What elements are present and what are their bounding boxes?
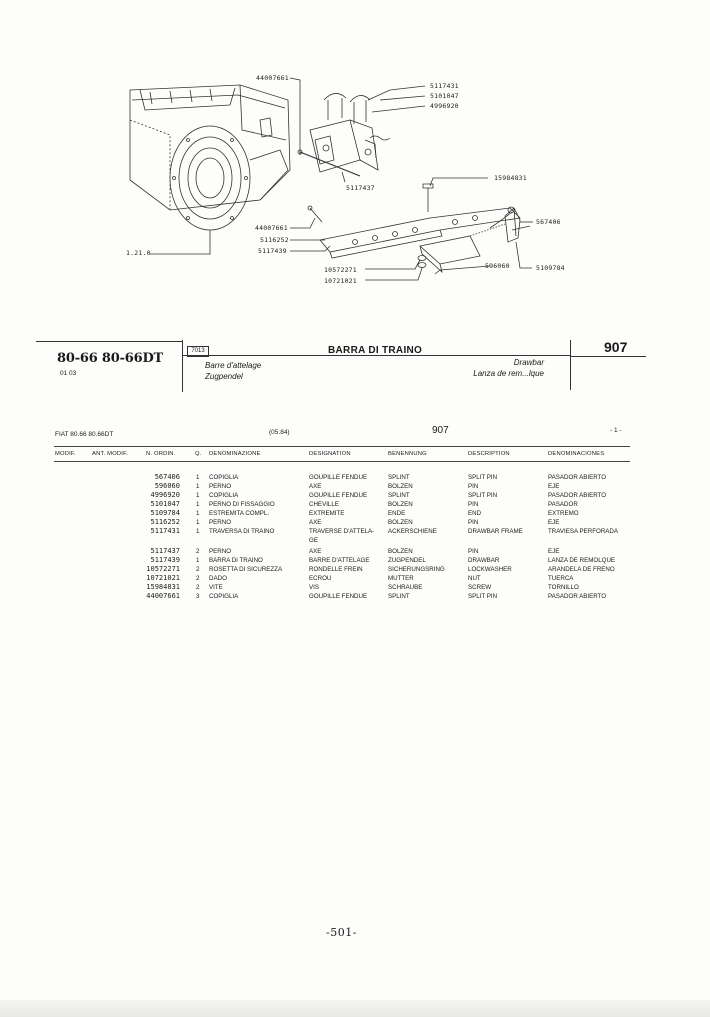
part-name-fr: EXTREMITE — [309, 510, 345, 517]
part-name-fr: AXE — [309, 548, 322, 555]
part-name-en: PIN — [468, 519, 479, 526]
part-qty: 3 — [196, 593, 200, 600]
table-row — [0, 518, 710, 527]
part-name-de: BOLZEN — [388, 483, 413, 490]
part-number: 5109784 — [150, 509, 180, 517]
part-name-en: LOCKWASHER — [468, 566, 512, 573]
header-rule-top — [54, 446, 630, 447]
title-divider-1 — [182, 340, 183, 392]
part-name-de: MUTTER — [388, 575, 414, 582]
callout-44007661-low: 44007661 — [255, 224, 288, 232]
callout-4996920: 4996920 — [430, 102, 459, 110]
table-row — [0, 500, 710, 509]
part-name-en: SPLIT PIN — [468, 492, 498, 499]
part-name-fr: CHEVILLE — [309, 501, 339, 508]
table-row — [0, 547, 710, 556]
part-name-es: EXTREMO — [548, 510, 579, 517]
part-number: 5117431 — [150, 527, 180, 535]
part-qty: 2 — [196, 566, 200, 573]
col-denominazione: DENOMINAZIONE — [209, 451, 261, 457]
exploded-diagram — [110, 60, 610, 300]
part-name-de: SICHERUNGSRING — [388, 566, 445, 573]
part-name-de: BOLZEN — [388, 519, 413, 526]
table-row — [0, 565, 710, 574]
col-denominaciones: DENOMINACIONES — [548, 451, 605, 457]
group-code-box: 7013 — [187, 346, 209, 357]
part-name-fr: BARRE D'ATTELAGE — [309, 557, 370, 564]
part-number: 15984831 — [146, 583, 180, 591]
part-name-it: ROSETTA DI SICUREZZA — [209, 566, 283, 573]
callout-10572271: 10572271 — [324, 266, 357, 274]
part-number: 567406 — [154, 473, 180, 481]
list-page-marker: - 1 - — [610, 427, 622, 434]
col-benennung: BENENNUNG — [388, 451, 427, 457]
part-qty: 1 — [196, 483, 200, 490]
part-number: 5101047 — [150, 500, 180, 508]
table-number: 907 — [604, 339, 628, 355]
table-row — [0, 491, 710, 500]
part-name-it: BARRA DI TRAINO — [209, 557, 263, 564]
part-name-en: DRAWBAR FRAME — [468, 528, 523, 535]
title-german: Zugpendel — [205, 372, 243, 381]
col-q: Q. — [195, 451, 202, 457]
col-modif: MODIF. — [55, 451, 76, 457]
part-number: 10572271 — [146, 565, 180, 573]
part-name-it: PERNO — [209, 483, 232, 490]
part-name-it: PERNO DI FISSAGGIO — [209, 501, 275, 508]
part-qty: 2 — [196, 575, 200, 582]
part-name-fr: VIS — [309, 584, 319, 591]
part-qty: 1 — [196, 474, 200, 481]
part-name-es: EJE — [548, 483, 560, 490]
header-rule-bottom — [54, 461, 630, 462]
part-name-fr: AXE — [309, 519, 322, 526]
table-row — [0, 556, 710, 565]
part-number: 5116252 — [150, 518, 180, 526]
part-name-fr: AXE — [309, 483, 322, 490]
part-number: 5117439 — [150, 556, 180, 564]
col-ant-modif: ANT. MODIF. — [92, 451, 129, 457]
part-name-it: COPIGLIA — [209, 492, 239, 499]
part-name-es: TUERCA — [548, 575, 574, 582]
part-number: 5117437 — [150, 547, 180, 555]
part-name-en: DRAWBAR — [468, 557, 500, 564]
part-name-it: VITE — [209, 584, 223, 591]
part-name-de: ACKERSCHIENE — [388, 528, 437, 535]
part-name-fr: GE — [309, 537, 318, 544]
callout-5117439: 5117439 — [258, 247, 287, 255]
list-date: (05.84) — [269, 429, 290, 436]
callout-596060: 596060 — [485, 262, 510, 270]
scan-edge — [0, 1000, 710, 1017]
part-number: 44007661 — [146, 592, 180, 600]
title-divider-2 — [570, 340, 571, 390]
part-name-en: END — [468, 510, 482, 517]
col-description: DESCRIPTION — [468, 451, 510, 457]
part-name-de: BOLZEN — [388, 548, 413, 555]
title-italian: BARRA DI TRAINO — [328, 345, 423, 356]
part-qty: 1 — [196, 510, 200, 517]
part-qty: 1 — [196, 492, 200, 499]
part-name-en: PIN — [468, 483, 479, 490]
drawbar-illustration — [110, 60, 610, 300]
part-name-es: PASADOR ABIERTO — [548, 593, 607, 600]
part-number: 4996920 — [150, 491, 180, 499]
part-name-en: SPLIT PIN — [468, 593, 498, 600]
table-row — [0, 473, 710, 482]
part-name-es: PASADOR — [548, 501, 578, 508]
part-name-de: SPLINT — [388, 593, 410, 600]
part-qty: 1 — [196, 519, 200, 526]
callout-5117431: 5117431 — [430, 82, 459, 90]
title-rule-right — [570, 356, 646, 357]
part-number: 596060 — [154, 482, 180, 490]
model-code: 01 03 — [60, 370, 77, 377]
part-name-fr: TRAVERSE D'ATTELA- — [309, 528, 375, 535]
part-name-it: COPIGLIA — [209, 474, 239, 481]
col-n-ordin: N. ORDIN. — [146, 451, 176, 457]
callout-5116252: 5116252 — [260, 236, 289, 244]
table-row — [0, 592, 710, 601]
part-name-en: PIN — [468, 548, 479, 555]
table-row — [0, 482, 710, 491]
callout-15984831: 15984831 — [494, 174, 527, 182]
part-name-de: SPLINT — [388, 474, 410, 481]
table-row — [0, 574, 710, 583]
part-name-es: ARANDELA DE FRENO — [548, 566, 615, 573]
part-name-es: PASADOR ABIERTO — [548, 492, 607, 499]
part-name-fr: GOUPILLE FENDUE — [309, 474, 368, 481]
part-name-es: TRAVIESA PERFORADA — [548, 528, 619, 535]
part-name-it: TRAVERSA DI TRAINO — [209, 528, 275, 535]
part-name-es: LANZA DE REMOLQUE — [548, 557, 616, 564]
part-name-fr: RONDELLE FREIN — [309, 566, 363, 573]
part-name-es: EJE — [548, 548, 560, 555]
page-number: -501- — [326, 926, 357, 939]
callout-ref-1-21-0: 1.21.0 — [126, 249, 151, 257]
callout-5109784: 5109784 — [536, 264, 565, 272]
part-name-de: BOLZEN — [388, 501, 413, 508]
part-name-fr: ECROU — [309, 575, 332, 582]
table-row — [0, 527, 710, 536]
title-french: Barre d'attelage — [205, 361, 262, 370]
part-name-es: TORNILLO — [548, 584, 579, 591]
part-name-de: SPLINT — [388, 492, 410, 499]
table-row-continuation — [0, 536, 710, 545]
part-qty: 1 — [196, 528, 200, 535]
callout-44007661-top: 44007661 — [256, 74, 289, 82]
callout-567406: 567406 — [536, 218, 561, 226]
part-name-en: PIN — [468, 501, 479, 508]
part-name-it: PERNO — [209, 548, 232, 555]
part-qty: 1 — [196, 557, 200, 564]
part-name-it: COPIGLIA — [209, 593, 239, 600]
callout-5117437: 5117437 — [346, 184, 375, 192]
title-rule-left — [36, 341, 182, 342]
list-model-line: FIAT 80.66 80.66DT — [55, 431, 114, 438]
part-name-de: ZUGPENDEL — [388, 557, 426, 564]
table-row — [0, 509, 710, 518]
part-qty: 2 — [196, 548, 200, 555]
part-name-fr: GOUPILLE FENDUE — [309, 593, 368, 600]
model-title: 80-66 80-66DT — [57, 351, 164, 366]
part-name-en: NUT — [468, 575, 481, 582]
part-name-fr: GOUPILLE FENDUE — [309, 492, 368, 499]
title-spanish: Lanza de rem...lque — [473, 369, 544, 378]
part-name-it: PERNO — [209, 519, 232, 526]
table-row — [0, 583, 710, 592]
title-english: Drawbar — [513, 358, 544, 367]
part-number: 10721021 — [146, 574, 180, 582]
part-name-en: SCREW — [468, 584, 492, 591]
part-qty: 2 — [196, 584, 200, 591]
part-name-it: DADO — [209, 575, 227, 582]
list-table-number: 907 — [432, 425, 449, 436]
callout-10721021: 10721021 — [324, 277, 357, 285]
part-name-en: SPLIT PIN — [468, 474, 498, 481]
part-name-de: SCHRAUBE — [388, 584, 423, 591]
col-designation: DESIGNATION — [309, 451, 351, 457]
callout-5101047: 5101047 — [430, 92, 459, 100]
part-name-es: EJE — [548, 519, 560, 526]
part-name-de: ENDE — [388, 510, 406, 517]
part-name-it: ESTREMITA COMPL. — [209, 510, 270, 517]
part-name-es: PASADOR ABIERTO — [548, 474, 607, 481]
part-qty: 1 — [196, 501, 200, 508]
